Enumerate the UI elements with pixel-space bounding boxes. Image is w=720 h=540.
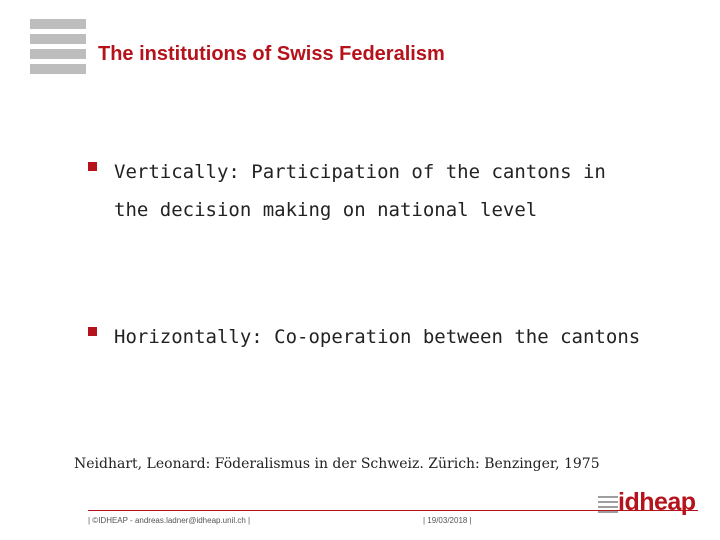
bullet-text: Vertically: Participation of the cantons in the decision making on national level bbox=[114, 161, 606, 221]
square-bullet-icon bbox=[88, 327, 97, 336]
square-bullet-icon bbox=[88, 162, 97, 171]
logo-bars-icon bbox=[30, 19, 86, 75]
idheap-logo bbox=[598, 490, 698, 520]
logo-lines-icon bbox=[598, 496, 618, 514]
logo-bar bbox=[30, 34, 86, 44]
bullet-item bbox=[88, 318, 688, 358]
citation: Neidhart, Leonard: Föderalismus in der Schweiz. Zürich: Benzinger, 1975 bbox=[74, 456, 600, 472]
footer-contact: | ©IDHEAP - andreas.ladner@idheap.unil.ch | bbox=[88, 516, 251, 525]
bullet-text: Horizontally: Co-operation between the cantons bbox=[114, 326, 641, 348]
logo-bar bbox=[30, 19, 86, 29]
logo-bar bbox=[30, 49, 86, 59]
logo-bar bbox=[30, 64, 86, 74]
footer-date: | 19/03/2018 | bbox=[423, 516, 472, 525]
bullet-item bbox=[88, 153, 688, 233]
brand-name: idheap bbox=[618, 488, 696, 516]
slide-title: The institutions of Swiss Federalism bbox=[98, 43, 445, 65]
